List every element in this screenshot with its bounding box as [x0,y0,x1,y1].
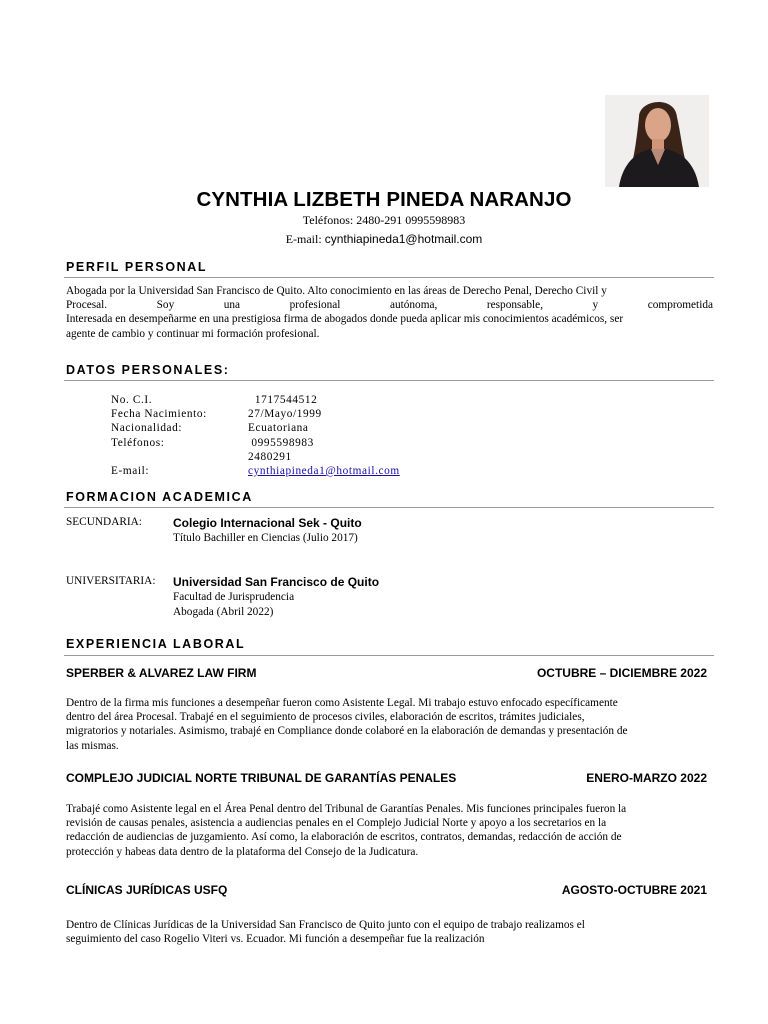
job-line: las mismas. [66,739,119,752]
header-email-line [0,232,768,247]
job-dates: ENERO-MARZO 2022 [586,771,707,785]
job-line: seguimiento del caso Rogelio Viteri vs. Ecuador. Mi función a desempeñar fue la realización [66,933,485,946]
personal-value: 0995598983 [248,436,314,449]
section-divider [64,655,714,656]
personal-label: No. C.I. [111,394,153,406]
education-detail: Facultad de Jurisprudencia [173,591,295,603]
profile-paragraph [66,284,713,341]
personal-label: Fecha Nacimiento: [111,408,207,421]
personal-email-label: E-mail: [111,464,150,477]
education-detail: Abogada (Abril 2022) [173,606,274,618]
job-description [66,802,713,859]
header-phones: Teléfonos: 2480-291 0995598983 [302,213,466,227]
job-line: Trabajé como Asistente legal en el Área Penal dentro del Tribunal de Garantías Penales. Mis funciones principales fueron la [66,803,627,815]
section-title-experience: EXPERIENCIA LABORAL [66,637,246,651]
job-description [66,696,713,753]
personal-value: 27/Mayo/1999 [248,408,322,421]
profile-line: Interesada en desempeñarme en una prestigiosa firma de abogados donde pueda aplicar mis conocimientos académicos, ser [66,313,624,326]
section-title-profile: PERFIL PERSONAL [66,260,208,274]
full-name: CYNTHIA LIZBETH PINEDA NARANJO [196,188,572,211]
profile-line: agente de cambio y continuar mi formación profesional. [66,327,320,340]
personal-label: Nacionalidad: [111,422,183,435]
personal-value: 2480291 [248,450,292,463]
job-line: Dentro de Clínicas Jurídicas de la Universidad San Francisco de Quito junto con el equipo de trabajo realizamos el [66,919,585,931]
job-description [66,918,713,946]
personal-value: Ecuatoriana [248,422,309,435]
personal-value: 1717544512 [248,394,318,406]
job-dates: AGOSTO-OCTUBRE 2021 [561,883,707,897]
education-level: UNIVERSITARIA: [66,575,156,587]
section-title-education: FORMACION ACADEMICA [66,490,253,504]
section-divider [64,380,714,381]
job-dates: OCTUBRE – DICIEMBRE 2022 [536,666,707,680]
job-line: dentro del área Procesal. Trabajé en el seguimiento de procesos civiles, elaboración de escritos, trámites judiciales, [66,711,585,724]
profile-line: Abogada por la Universidad San Francisco de Quito. Alto conocimiento en las áreas de Derecho Penal, Derecho Civil y [66,285,607,297]
job-title: CLÍNICAS JURÍDICAS USFQ [66,883,228,897]
job-line: revisión de causas penales, asistencia a audiencias penales en el Complejo Judicial Norte y apoyo a los secretarios en la [66,817,607,830]
job-line: redacción de audiencias de juzgamiento. Así como, la elaboración de escritos, contratos, demandas, redacción de acción de [66,831,622,844]
education-level: SECUNDARIA: [66,516,142,528]
job-title: COMPLEJO JUDICIAL NORTE TRIBUNAL DE GARANTÍAS PENALES [66,771,457,785]
personal-email-link[interactable]: cynthiapineda1@hotmail.com [248,464,400,477]
job-line: protección y habeas data dentro de la plataforma del Consejo de la Judicatura. [66,845,419,858]
profile-line: Procesal. Soy una profesional autónoma, responsable, y comprometida [66,299,713,312]
profile-photo [605,95,709,187]
section-divider [64,507,714,508]
education-institution: Colegio Internacional Sek - Quito [173,516,362,530]
education-institution: Universidad San Francisco de Quito [173,575,380,589]
education-detail: Título Bachiller en Ciencias (Julio 2017) [173,532,358,544]
job-line: migratorios y notariales. Asimismo, trabajé en Compliance donde colaboré en la elaboración de demandas y presentación de [66,725,628,738]
section-title-personal: DATOS PERSONALES: [66,363,230,377]
header-email-label: E-mail: [285,232,325,246]
header-email: cynthiapineda1@hotmail.com [324,232,483,246]
job-line: Dentro de la firma mis funciones a desempeñar fueron como Asistente Legal. Mi trabajo estuvo enfocado específicamente [66,697,618,709]
personal-label: Teléfonos: [111,436,165,449]
section-divider [64,277,714,278]
job-title: SPERBER & ALVAREZ LAW FIRM [66,666,257,680]
